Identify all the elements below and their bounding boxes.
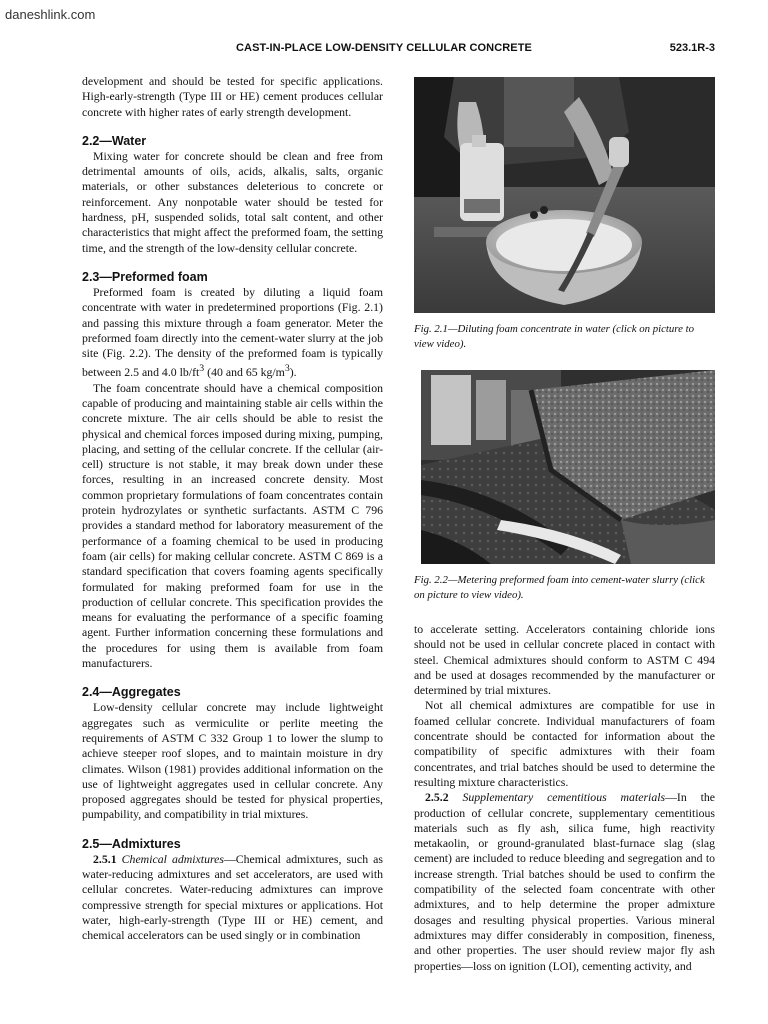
subsection-number-2-5-2: 2.5.2 (425, 790, 449, 805)
running-header-title: CAST-IN-PLACE LOW-DENSITY CELLULAR CONCRETE (236, 42, 532, 54)
foam-text-b: (40 and 65 kg/m (204, 365, 285, 380)
section-heading-admixtures: 2.5—Admixtures (82, 836, 181, 851)
compatibility-paragraph: Not all chemical admixtures are compatible for use in foamed cellular concrete. Individual manufacturers of foam concentrate should be contacted for information about the compatibility of specific admixtures with their foam concentrates, and trial batches should be used to determine the resulting mixture characteristics. (414, 698, 715, 789)
admixtures-paragraph (82, 852, 383, 944)
subsection-number-2-5-1: 2.5.1 (93, 851, 117, 866)
foam-sup-1: 3 (199, 363, 205, 375)
figure-2-2-caption: Fig. 2.2—Metering preformed foam into cement-water slurry (click on picture to view video). (414, 574, 705, 601)
aggregates-paragraph: Low-density cellular concrete may include lightweight aggregates such as vermiculite or perlite meeting the requirements of ASTM C 332 Group 1 to lower the slump to achieve steeper roof slopes, and to maintain moisture in dry climates. Wilson (1981) provides additional information on the use of lightweight aggregates used in cellular concrete. Any proposed aggregates should be tested for physical properties, pumpability, and compatibility in trial mixtures. (82, 700, 383, 822)
subsection-title-supplementary-materials: Supplementary cementitious materials (462, 790, 666, 805)
admixtures-text: —Chemical admixtures, such as water-reducing admixtures and set accelerators, are used with cellular concretes. Water-reducing admixtures can improve compressive strength for special mixtures or applications. Hot water, high-early-strength (Type III or HE) cement, and chemical accelerators can be used singly or in combination (82, 851, 383, 943)
intro-paragraph: development and should be tested for specific applications. High-early-strength (Type III or HE) cement produces cellular concrete with higher rates of early strength development. (82, 74, 383, 119)
section-heading-preformed-foam: 2.3—Preformed foam (82, 269, 208, 284)
foam-paragraph-2: The foam concentrate should have a chemical composition capable of producing and maintaining stable air cells within the concrete mixture. The air cells should be able to resist the physical and chemical forces imposed during mixing, pumping, placing, and setting of the cellular concrete. If the cellular (air-cell) structure is not stable, it may break down under these forces, resulting in an increased concrete density. Most common proprietary formulations of foam concentrates contain protein hydrozylates or synthetic surfactants. ASTM C 796 provides a standard method for laboratory measurement of the performance of a foaming chemical to be used in producing foam (air cells) for making cellular concrete. ASTM C 869 is a standard specification that covers foaming agents specifically formulated for making preformed foam for use in the production of cellular concrete. This specification provides the means for evaluating the performance of a specific foaming agent. Further information concerning these formulations and the procedures for using them is available from foam manufacturers. (82, 380, 383, 671)
foam-text-a: Preformed foam is created by diluting a liquid foam concentrate with water in predetermined proportions (Fig. 2.1) and passing this mixture through a foam generator. Meter the preformed foam directly into the cement-water slurry at the job site (Fig. 2.2). The density of the preformed foam is typically between 2.5 and 4.0 lb/ft (82, 284, 383, 380)
subsection-title-chemical-admixtures: Chemical admixtures (121, 851, 224, 866)
foam-paragraph-1 (82, 285, 383, 381)
site-watermark: daneshlink.com (5, 7, 96, 22)
right-column (414, 622, 715, 974)
figure-2-2-video-thumbnail[interactable] (421, 370, 715, 564)
supplementary-materials-paragraph (414, 790, 715, 974)
section-heading-aggregates: 2.4—Aggregates (82, 685, 181, 700)
section-heading-water: 2.2—Water (82, 133, 147, 148)
figure-2-1-video-thumbnail[interactable] (414, 77, 715, 313)
figure-2-1-caption: Fig. 2.1—Diluting foam concentrate in water (click on picture to view video). (414, 323, 694, 350)
page-number: 523.1R-3 (669, 42, 715, 54)
accelerators-paragraph: to accelerate setting. Accelerators containing chloride ions should not be used in cellular concrete placed in contact with steel. Chemical admixtures should conform to ASTM C 494 and be used at dosages recommended by the manufacturer or determined by trial mixtures. (414, 622, 715, 698)
water-paragraph: Mixing water for concrete should be clean and free from detrimental amounts of oils, acids, alkalis, salts, organic materials, or other substances deleterious to concrete or reinforcement. Any nonpotable water should be tested for hardness, pH, suspended solids, total salt content, and other characteristics that might affect the preformed foam, the setting time, and the strength of the low-density cellular concrete. (82, 148, 383, 255)
worker-diluting-foam-photo (414, 77, 715, 313)
foam-sup-2: 3 (284, 363, 290, 375)
metering-foam-photo (421, 370, 715, 564)
foam-text-c: ). (289, 365, 297, 380)
left-column (82, 74, 383, 943)
supplementary-materials-text: —In the production of cellular concrete, supplementary cementitious materials such as fly ash, silica fume, high reactivity metakaolin, or ground-granulated blast-furnace slag (slag cement) are included to reduce bleeding and segregation and to increase strength. Trial batches should be used to confirm the compatibility of the selected foam concentrate with other admixtures, and to help determine the proper admixture dosages and resulting physical properties. Various mineral admixtures may differ considerably in composition, fineness, and other properties. The user should review major fly ash properties—loss on ignition (LOI), cementing activity, and (414, 790, 715, 973)
